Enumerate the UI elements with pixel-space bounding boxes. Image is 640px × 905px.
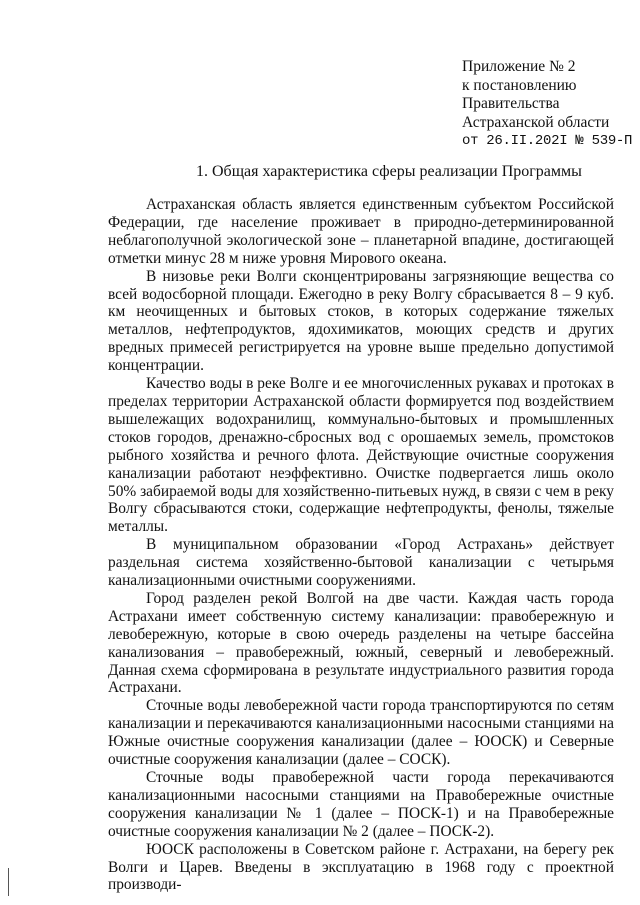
appendix-header bbox=[462, 58, 637, 151]
paragraph: Астраханская область является единственным субъектом Российской Федерации, где население проживает в природно-детерминированной неблагополучной экологической зоне – планетарной впадине, достигающей отметки минус 28 м ниже уровня Мирового океана. bbox=[108, 196, 614, 267]
body-text bbox=[108, 196, 614, 894]
appendix-issuer: Правительства bbox=[462, 95, 560, 112]
section-heading: 1. Общая характеристика сферы реализации Программы bbox=[196, 163, 582, 180]
paragraph: Город разделен рекой Волгой на две части. Каждая часть города Астрахани имеет собственную систему канализации: правобережную и левобережную, которые в свою очередь разделены на четыре бассейна канализования – правобережный, южный, северный и левобережный. Данная схема сформирована в результате индустриального развития города Астрахани. bbox=[108, 589, 614, 697]
scan-margin-mark bbox=[8, 868, 9, 896]
paragraph: Сточные воды левобережной части города транспортируются по сетям канализации и перекачиваются канализационными насосными станциями на Южные очистные сооружения канализации (далее – ЮОСК) и Северные очистные сооружения канализации (далее – СОСК). bbox=[108, 697, 614, 769]
paragraph: Качество воды в реке Волге и ее многочисленных рукавах и протоках в пределах территории Астраханской области формируется под воздействием вышележащих водохранилищ, коммунально-бытовых и промышленных стоков городов, дренажно-сбросных вод с орошаемых земель, промстоков рыбного хозяйства и речного флота. Действующие очистные сооружения канализации работают неэффективно. Очистке подвергается лишь около 50% забираемой воды для хозяйственно-питьевых нужд, в связи с чем в реку Волгу сбрасываются стоки, содержащие нефтепродукты, фенолы, тяжелые металлы. bbox=[108, 375, 614, 536]
appendix-number: Приложение № 2 bbox=[462, 58, 576, 75]
paragraph: Сточные воды правобережной части города перекачиваются канализационными насосными станциями на Правобережные очистные сооружения канализации № 1 (далее – ПОСК-1) и на Правобережные очистные сооружения канализации № 2 (далее – ПОСК-2). bbox=[108, 769, 614, 840]
appendix-region: Астраханской области bbox=[462, 113, 610, 131]
appendix-reference: к постановлению bbox=[462, 76, 577, 94]
paragraph: В низовье реки Волги сконцентрированы загрязняющие вещества со всей водосборной площади. Ежегодно в реку Волгу сбрасывается 8 – 9 куб. км неочищенных и бытовых стоков, в которых содержание тяжелых металлов, нефтепродуктов, ядохимикатов, моющих средств и других вредных примесей регистрируется на уровне выше предельно допустимой концентрации. bbox=[108, 267, 614, 375]
paragraph: В муниципальном образовании «Город Астрахань» действует раздельная система хозяйственно-бытовой канализации с четырьмя канализационными очистными сооружениями. bbox=[108, 536, 614, 590]
appendix-date-number: от 26.II.202I № 539-П bbox=[462, 133, 633, 149]
paragraph: ЮОСК расположены в Советском районе г. Астрахани, на берегу рек Волги и Царев. Введены в эксплуатацию в 1968 году с проектной производи- bbox=[108, 840, 614, 894]
